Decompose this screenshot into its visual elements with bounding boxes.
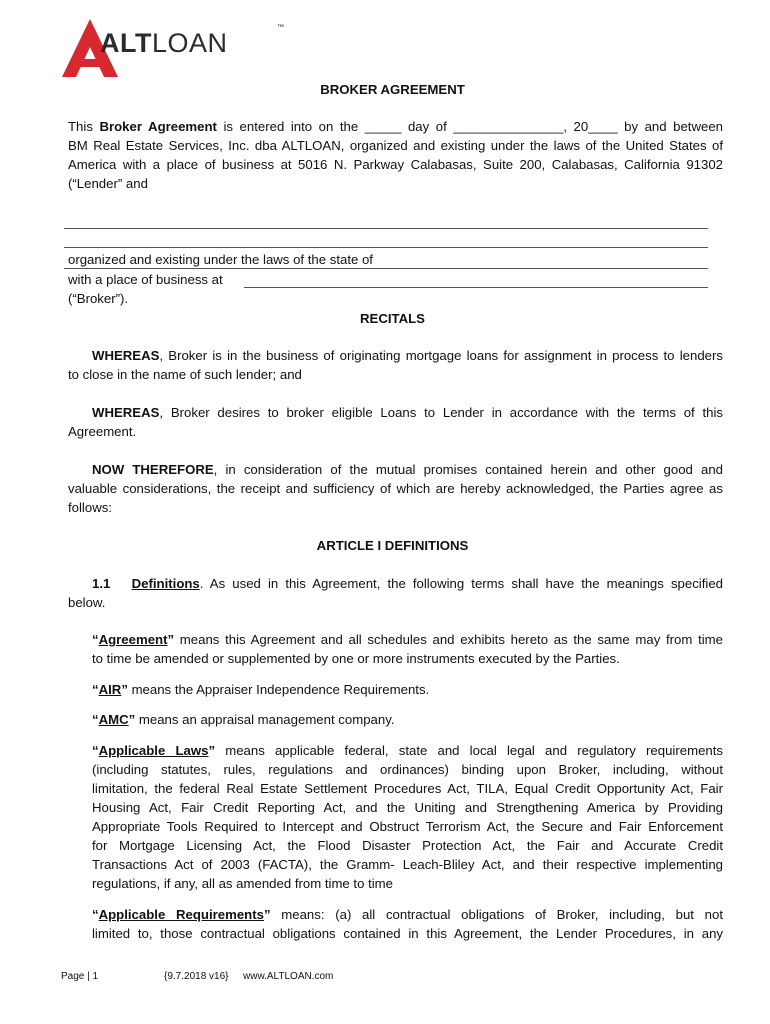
def-amc: “AMC” means an appraisal management company. bbox=[92, 712, 395, 727]
def-applicable-laws-line: Transactions Act of 2003 (FACTA), the Gramm- Leach-Bliley Act, and their respective implementing bbox=[92, 857, 723, 872]
logo-wordmark bbox=[100, 28, 228, 59]
def-amc-term: AMC bbox=[98, 712, 129, 727]
def-applicable-laws-line: Housing Act, Fair Credit Reporting Act, and the Uniting and Strengthening America by Providing bbox=[92, 800, 723, 815]
broker-name-line-2[interactable] bbox=[64, 247, 708, 248]
logo-light: LOAN bbox=[151, 28, 228, 58]
document-title: BROKER AGREEMENT bbox=[320, 82, 465, 97]
recital-2-line-1 bbox=[92, 403, 723, 422]
footer-website[interactable]: www.ALTLOAN.com bbox=[243, 971, 334, 982]
def-amc-text: means an appraisal management company. bbox=[135, 712, 395, 727]
intro-text: is entered into on the _____ day of _______________, 20____ by and between bbox=[216, 119, 723, 134]
broker-address-line[interactable] bbox=[244, 287, 708, 288]
broker-organized-text: organized and existing under the laws of the state of bbox=[68, 252, 373, 267]
broker-state-line[interactable] bbox=[64, 268, 708, 269]
def-air-text: means the Appraiser Independence Requirements. bbox=[127, 682, 430, 697]
def-agreement-line-2: to time be amended or supplemented by one or more instruments executed by the Parties. bbox=[92, 651, 620, 666]
recital-2-bold: WHEREAS bbox=[92, 405, 160, 420]
def-applicable-laws-line-1: “Applicable Laws” means applicable federal, state and local legal and regulatory requirements bbox=[92, 743, 723, 758]
section-1-1-line-1 bbox=[92, 574, 723, 593]
logo-trademark: ™ bbox=[277, 24, 284, 31]
footer-version: {9.7.2018 v16} bbox=[164, 971, 229, 982]
def-applicable-req-line-2: limited to, those contractual obligations contained in this Agreement, the Lender Procedures, in any bbox=[92, 926, 723, 941]
def-applicable-laws-line: regulations, if any, all as amended from time to time bbox=[92, 876, 394, 891]
intro-line-4: (“Lender” and bbox=[68, 176, 148, 191]
section-1-1-line-2: below. bbox=[68, 595, 106, 610]
def-applicable-laws-term: Applicable Laws bbox=[98, 743, 209, 758]
intro-bold: Broker Agreement bbox=[99, 119, 217, 134]
footer-page-number: Page | 1 bbox=[61, 971, 99, 982]
def-applicable-laws-line: for Mortgage Licensing Act, the Flood Disaster Protection Act, the Fair and Accurate Credit bbox=[92, 838, 723, 853]
def-applicable-laws-line: Appropriate Tools Required to Intercept and Obstruct Terrorism Act, the Secure and Fair Enforcement bbox=[92, 819, 723, 834]
def-agreement-line-1: “Agreement” means this Agreement and all schedules and exhibits hereto as the same may from time bbox=[92, 632, 723, 647]
recital-3-line-1 bbox=[92, 460, 723, 479]
def-air-term: AIR bbox=[98, 682, 122, 697]
def-applicable-req-line-1: “Applicable Requirements” means: (a) all contractual obligations of Broker, including, but not bbox=[92, 907, 723, 922]
recital-3-line-3: follows: bbox=[68, 500, 112, 515]
broker-place-text: with a place of business at bbox=[68, 272, 223, 287]
recital-1-text: , Broker is in the business of originating mortgage loans for assignment in process to lenders bbox=[159, 348, 723, 363]
def-agreement-term: Agreement bbox=[98, 632, 168, 647]
recital-3-bold: NOW THEREFORE bbox=[92, 462, 214, 477]
section-text: . As used in this Agreement, the following terms shall have the meanings specified bbox=[199, 576, 723, 591]
def-applicable-laws-text: means applicable federal, state and local legal and regulatory requirements bbox=[215, 743, 723, 758]
def-applicable-req-term: Applicable Requirements bbox=[98, 907, 264, 922]
intro-text: This bbox=[68, 119, 100, 134]
logo-bold: ALT bbox=[100, 28, 152, 58]
def-air: “AIR” means the Appraiser Independence Requirements. bbox=[92, 682, 430, 697]
recital-3-text: , in consideration of the mutual promises contained herein and other good and bbox=[213, 462, 723, 477]
section-term: Definitions bbox=[131, 576, 200, 591]
section-number: 1.1 bbox=[92, 576, 111, 591]
def-applicable-laws-line: (including statutes, rules, regulations and ordinances) binding upon Broker, including, without bbox=[92, 762, 723, 777]
recital-1-line-2: to close in the name of such lender; and bbox=[68, 367, 302, 382]
recital-2-line-2: Agreement. bbox=[68, 424, 137, 439]
article-1-heading: ARTICLE I DEFINITIONS bbox=[316, 538, 469, 553]
broker-label: (“Broker”). bbox=[68, 291, 129, 306]
broker-name-line[interactable] bbox=[64, 228, 708, 229]
recital-3-line-2: valuable considerations, the receipt and sufficiency of which are hereby acknowledged, the Parties agree as bbox=[68, 481, 723, 496]
def-agreement-text: means this Agreement and all schedules and exhibits hereto as the same may from time bbox=[174, 632, 723, 647]
intro-line-3: America with a place of business at 5016 N. Parkway Calabasas, Suite 200, Calabasas, California 91302 bbox=[68, 157, 723, 172]
intro-line-2: BM Real Estate Services, Inc. dba ALTLOAN, organized and existing under the laws of the United States of bbox=[68, 138, 723, 153]
recital-1-bold: WHEREAS bbox=[92, 348, 160, 363]
recital-1-line-1 bbox=[92, 346, 723, 365]
def-applicable-req-text: means: (a) all contractual obligations of Broker, including, but not bbox=[270, 907, 723, 922]
intro-line-1 bbox=[68, 117, 723, 136]
def-applicable-laws-line: limitation, the federal Real Estate Settlement Procedures Act, TILA, Equal Credit Opportunity Act, Fair bbox=[92, 781, 723, 796]
recitals-heading: RECITALS bbox=[360, 311, 425, 326]
recital-2-text: , Broker desires to broker eligible Loans to Lender in accordance with the terms of this bbox=[159, 405, 723, 420]
